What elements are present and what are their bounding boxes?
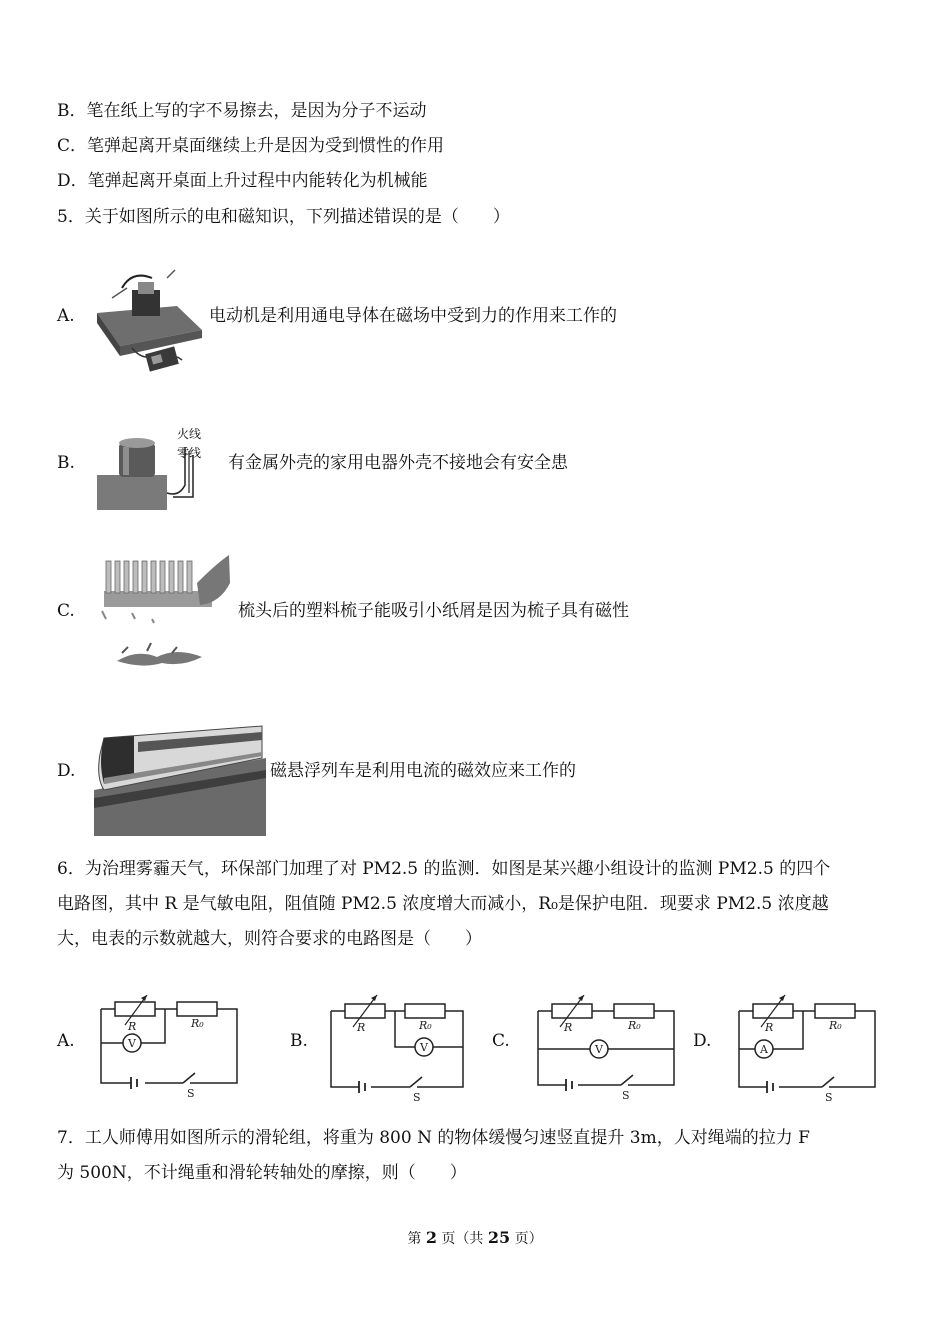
question-7-stem [57,1121,897,1191]
q5-option-a-text: 电动机是利用通电导体在磁场中受到力的作用来工作的 [209,306,617,326]
circuit-a-meter-label: V [128,1037,136,1050]
circuit-d-label: D. [693,1031,712,1051]
circuit-c-switch-label: S [622,1089,630,1102]
circuit-a-diagram [95,995,243,1100]
q5-option-a-label: A. [57,306,75,326]
fig-label-neutral-wire: 零线 [177,446,202,460]
page-footer [0,1228,950,1249]
footer-suffix: 页） [510,1231,543,1247]
footer-total-pages: 25 [487,1228,511,1247]
footer-page-number: 2 [425,1228,437,1247]
question-7-line-2: 为 500N，不计绳重和滑轮转轴处的摩擦，则（ ） [57,1163,467,1183]
q5-option-d-label: D. [57,761,76,781]
question-5-stem: 5．关于如图所示的电和磁知识，下列描述错误的是（ ） [57,207,510,227]
comb-paper-image [92,553,232,683]
q5-option-c-text: 梳头后的塑料梳子能吸引小纸屑是因为梳子具有磁性 [238,601,629,621]
question-6-line-3: 大，电表的示数就越大，则符合要求的电路图是（ ） [57,929,482,949]
footer-middle: 页（共 [436,1231,488,1247]
maglev-train-image [94,718,266,836]
q5-option-d-text: 磁悬浮列车是利用电流的磁效应来工作的 [270,761,576,781]
circuit-b-label: B. [290,1031,308,1051]
circuit-d-meter-label: A [760,1043,768,1056]
option-q4-c: C．笔弹起离开桌面继续上升是因为受到惯性的作用 [57,136,445,156]
circuit-b-r-label: R [357,1021,366,1034]
circuit-d-r0-label: R₀ [829,1019,842,1032]
circuit-d-diagram [733,993,881,1103]
circuit-b-switch-label: S [413,1091,421,1103]
circuit-a-switch-label: S [187,1087,195,1100]
circuit-c-meter-label: V [595,1043,603,1056]
circuit-b-r0-label: R₀ [419,1019,432,1032]
option-q4-d: D．笔弹起离开桌面上升过程中内能转化为机械能 [57,171,428,191]
circuit-a-label: A. [57,1031,75,1051]
circuit-c-r-label: R [564,1021,573,1034]
question-6-stem [57,852,897,957]
q5-option-b-text: 有金属外壳的家用电器外壳不接地会有安全患 [228,453,568,473]
q5-option-b-label: B. [57,453,75,473]
circuit-d-r-label: R [765,1021,774,1034]
question-6-line-1: 6．为治理雾霾天气，环保部门加理了对 PM2.5 的监测．如图是某兴趣小组设计的监测 PM2.5 的四个 [57,859,831,879]
circuit-a-r0-label: R₀ [191,1017,204,1030]
appliance-grounding-image [93,425,218,515]
circuit-d-switch-label: S [825,1091,833,1103]
circuit-b-meter-label: V [420,1041,428,1054]
option-q4-b: B．笔在纸上写的字不易擦去，是因为分子不运动 [57,101,427,121]
fig-label-live-wire: 火线 [177,427,202,441]
circuit-b-diagram [325,993,470,1103]
question-7-line-1: 7．工人师傅用如图所示的滑轮组，将重为 800 N 的物体缓慢匀速竖直提升 3m，人对绳端的拉力 F [57,1128,810,1148]
circuit-c-r0-label: R₀ [628,1019,641,1032]
footer-prefix: 第 [407,1231,426,1247]
circuit-c-diagram [532,995,680,1103]
motor-image [92,268,207,380]
question-6-line-2: 电路图，其中 R 是气敏电阻，阻值随 PM2.5 浓度增大而减小，R₀是保护电阻．现要求 PM2.5 浓度越 [57,894,829,914]
circuit-c-label: C. [492,1031,510,1051]
circuit-a-r-label: R [128,1020,137,1033]
q5-option-c-label: C. [57,601,75,621]
